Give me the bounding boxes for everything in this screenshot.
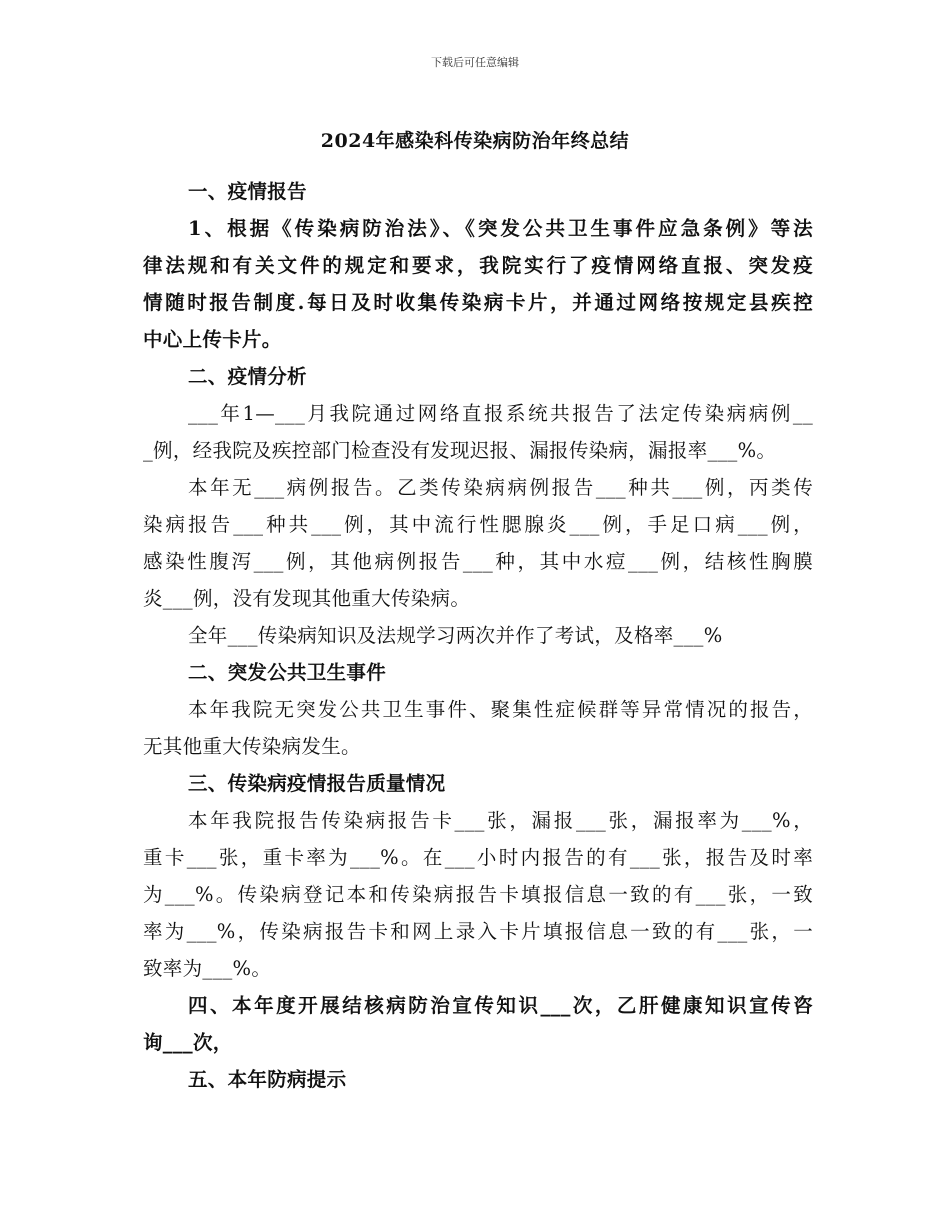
text-line: 全年___传染病知识及法规学习两次并作了考试，及格率___% xyxy=(188,624,723,647)
page-header: 下载后可任意编辑 xyxy=(431,56,519,69)
text-line: 染病报告___种共___例，其中流行性腮腺炎___例，手足口病___例， xyxy=(143,513,813,536)
text-line: _例，经我院及疾控部门检查没有发现迟报、漏报传染病，漏报率___%。 xyxy=(143,439,777,462)
text-line: 感染性腹泻___例，其他病例报告___种，其中水痘___例，结核性胸膜 xyxy=(143,550,813,573)
text-line: 四、本年度开展结核病防治宣传知识___次，乙肝健康知识宣传咨 xyxy=(188,994,813,1017)
document-title: 2024年感染科传染病防治年终总结 xyxy=(320,130,630,152)
text-line: 无其他重大传染病发生。 xyxy=(143,735,361,758)
text-line: 率为___%，传染病报告卡和网上录入卡片填报信息一致的有___张，一 xyxy=(143,920,813,943)
text-line: 五、本年防病提示 xyxy=(188,1068,347,1091)
text-line: 律法规和有关文件的规定和要求，我院实行了疫情网络直报、突发疫 xyxy=(143,254,813,277)
text-line: 重卡___张，重卡率为___%。在___小时内报告的有___张，报告及时率 xyxy=(143,846,813,869)
text-line: 为___%。传染病登记本和传染病报告卡填报信息一致的有___张，一致 xyxy=(143,883,813,906)
text-line: 1、根据《传染病防治法》、《突发公共卫生事件应急条例》等法 xyxy=(188,217,813,240)
text-line: ___年1—___月我院通过网络直报系统共报告了法定传染病病例__ xyxy=(188,402,813,425)
text-line: 情随时报告制度.每日及时收集传染病卡片，并通过网络按规定县疾控 xyxy=(143,291,813,314)
text-line: 二、突发公共卫生事件 xyxy=(188,661,387,684)
text-line: 致率为___%。 xyxy=(143,957,272,980)
text-line: 中心上传卡片。 xyxy=(143,328,282,351)
text-line: 一、疫情报告 xyxy=(188,180,307,203)
text-line: 本年我院无突发公共卫生事件、聚集性症候群等异常情况的报告， xyxy=(188,698,813,721)
text-line: 本年无___病例报告。乙类传染病病例报告___种共___例，丙类传 xyxy=(188,476,813,499)
text-line: 二、疫情分析 xyxy=(188,365,307,388)
text-line: 炎___例，没有发现其他重大传染病。 xyxy=(143,587,471,610)
text-line: 三、传染病疫情报告质量情况 xyxy=(188,772,446,795)
text-line: 询___次， xyxy=(143,1031,233,1054)
text-line: 本年我院报告传染病报告卡___张，漏报___张，漏报率为___%， xyxy=(188,809,813,832)
